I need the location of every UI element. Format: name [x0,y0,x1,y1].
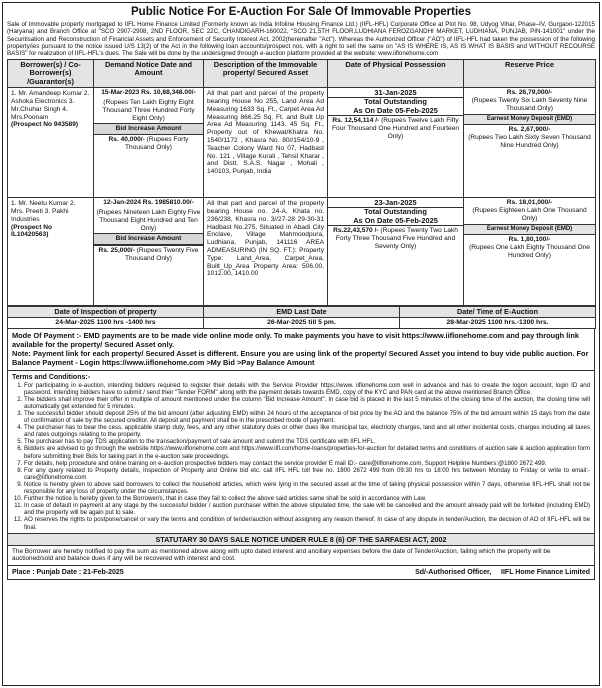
emd-label: Earnest Money Deposit (EMD) [464,225,595,236]
table-row [8,198,596,306]
table-header-row [8,60,596,88]
bid-increase-words: (Rupees Forty Thousand Only) [125,136,189,151]
terms-item: 12. AO reserves the rights to postpone/cancel or vary the terms and condition of tender/auction without assigning any reason thereof. In case of any dispute in tender/Auction, the decision of AO of IIFL-HFL will be final. [24,516,590,530]
total-outstanding-label: Total Outstanding [364,97,427,107]
borrower-names: 1. Mr. Amandeep Kumar 2. Ashoka Electronics 3. Mr.Chuhar Singh 4. Mrs.Poonam [11,90,90,121]
bid-increase-amount: Rs. 25,000/- [98,247,135,255]
statutory-text: The Borrower are hereby notified to pay the sum as mentioned above along with upto dated interest and ancillary expenses before the date of Tender/Auction, failing which the property will be auctioned/sold and balance dues if any will be recovered with interest and cost. [7,546,595,566]
terms-item: 5. The purchaser has to pay TDS application to the transaction/payment of sale amount and submit the TDS certificate with IIFL HFL. [24,438,590,445]
terms-list [12,382,590,531]
demand-notice-cell [94,88,204,198]
reserve-price-words: (Rupees Twenty Six Lakh Seventy Nine Thousand Only) [471,97,588,112]
prospect-number: (Prospect No IL10420563) [11,223,53,239]
possession-date: 31-Jan-2025 [374,88,417,98]
emd-words: (Rupees One Lakh Eighty Thousand One Hundred Only) [469,244,590,259]
terms-item: 9. Notice is hereby given to above said borrowers to collect the household articles, which were lying in the secured asset at the time of taking physical possession within 7 days, otherwise IIFL-HFL shall not be responsible for any loss of property under the circumstances. [24,481,590,495]
reserve-price-cell [464,88,596,198]
notice-intro: Sale of Immovable property mortgaged to IIFL Home Finance Limited (Formerly known as India Infoline Housing Finance Ltd.) (IIFL-HFL) Corporate Office at Plot No. 98, Udyog Vihar, Phase–IV, Gurgaon-122015 (Haryana) and Branch Office at "SCO 2907-2908, 2ND FLOOR, SEC 22C, CHANDIGARH-160022, "SCO 21,5TH FLOOR,LUDHIANA FEROZGANDHI MARKET, LUDHIANA, PUNJAB, PIN-141001" under the Securitisation and Reconstruction of Financial Assets and Enforcement of Security Interest Act, 2002(hereinafter "Act"). Whereas the Authorized Officer ("AO") of IIFL-HFL had taken the possession of the following property/ies pursuant to the notice issued U/S 13(2) of the Act in the following loan accounts/prospect nos. with a right to sell the same on "AS IS WHERE IS, AS IS WHAT IS BASIS and WITHOUT RECOURSE BASIS" for realization of IIFL-HFL's dues. The Sale will be done by the undersigned through e-auction platform provided at the website: www.iiflonehome.com [7,21,595,57]
property-table [7,59,596,306]
outstanding-words: (Rupees Twenty Two Lakh Forty Three Thousand Five Hundred and Seventy Only) [335,227,458,250]
emd-words: (Rupees Two Lakh Sixty Seven Thousand Nine Hundred Only) [468,134,591,149]
demand-date-amount: 12-Jan-2024 Rs. 1985810.00/- [103,199,194,207]
demand-amount-words: (Rupees Ten Lakh Eighty Eight Thousand Three Hundred Forty Eight Only) [94,98,203,124]
header-borrowers: Borrower(s) / Co-Borrower(s) /Guarantor(s) [8,60,94,88]
bid-increase-words: (Rupees Twenty Five Thousand Only) [125,247,199,262]
notice-title: Public Notice For E-Auction For Sale Of Immovable Properties [131,6,471,18]
table-row [8,88,596,198]
statutory-heading: STATUTARY 30 DAYS SALE NOTICE UNDER RULE 8 (6) OF THE SARFAESI ACT, 2002 [7,534,595,546]
terms-item: 11. In case of default in payment at any stage by the successful bidder / auction purchaser within the above stipulated time, the sale will be cancelled and the amount already paid will be forfeited (including EMD) and the property will be again put to sale. [24,502,590,516]
bid-increase-label: Bid Increase Amount [94,124,203,135]
reserve-price: Rs. 18,01,000/- [506,199,553,207]
public-notice [2,2,600,686]
borrowers-cell [8,88,94,198]
property-description: All that part and parcel of the property bearing House no. 24-A, Khata no. 236/238, Khasra no. 3//27-28 29-30-31 Hadbast No.275, Situated in Abadi City Enclave, Village Mahmoodpura, Ludhiana, Punjab, 141116 AREA ADMEASURING (IN SQ. FT.): Property Type: Land_Area, Carpet_Area, Built_Up_Area Property Area: 506.00, 1012.00, 1410.00 [204,198,328,306]
emd-amount: Rs. 1,80,100/- [508,236,551,244]
possession-date: 23-Jan-2025 [374,198,417,208]
auction-time-value: 28-Mar-2025 1100 hrs.-1300 hrs. [400,318,596,329]
terms-item: 6. Bidders are advised to go through the website https://www.iiflonehome.com and https://www.iifl.com/home-loans/properties-for-auction for detailed terms and conditions of auction sale & auction application form before submitting their Bids for taking part in the e-auction sale proceedings. [24,445,590,459]
total-outstanding-date: As On Date 05-Feb-2025 [353,105,438,115]
authorised-officer: Sd/-Authorised Officer, [415,568,492,576]
mode-of-payment-text: Mode Of Payment :- EMD payments are to be made vide online mode only. To make payments you have to visit https://www.iiflonehome.com and pay through link available for the property/ Secured Asset only. [12,330,579,350]
place-date: Place : Punjab Date : 21-Feb-2025 [12,568,124,576]
borrowers-cell [8,198,94,306]
total-outstanding-label: Total Outstanding [364,207,427,217]
emd-label: Earnest Money Deposit (EMD) [464,115,595,126]
payment-note: Note: Payment link for each property/ Secured Asset is different. Ensure you are using link of the property/ Secured Asset you intend to buy vide public auction. For Balance Payment - Login https://www.iiflonehome.com >My Bid >Pay Balance Amount [12,349,589,368]
header-reserve-price: Reserve Price [464,60,596,88]
demand-date-amount: 15-Mar-2023 Rs. 10,88,348.00/- [101,89,196,97]
possession-cell [328,198,464,306]
company-name: IIFL Home Finance Limited [501,568,590,576]
header-description: Description of the Immovable property/ Secured Asset [204,60,328,88]
terms-heading: Terms and Conditions:- [12,373,91,381]
terms-and-conditions [7,371,595,534]
demand-amount-words: (Rupees Nineteen Lakh Eighty Five Thousand Eight Hundred and Ten Only) [96,209,201,232]
terms-item: 8. For any query related to Property details, Inspection of Property and Online bid etc. call IIFL HFL toll free no. 1800 2672 499 from 09:30 hrs to 18:00 hrs between Monday to Friday or write to email:- care@iiflonehome.com [24,467,590,481]
reserve-price: Rs. 26,79,000/- [506,89,553,97]
bid-increase-label: Bid Increase Amount [94,233,203,245]
terms-item: 7. For details, help procedure and online training on e-auction prospective bidders may contact the service provider E mail ID:- care@iiflonehome.com, Support Helpline Numbers:@1800 2672 499. [24,460,590,467]
auction-time-label: Date/ Time of E-Auction [400,307,596,318]
outstanding-words: (Rupees Twelve Lakh Fifty Four Thousand One Hundred and Fourteen Only) [331,117,460,140]
reserve-price-words: (Rupees Eighteen Lakh One Thousand Only) [472,207,587,222]
terms-item: 2. The bidders shall improve their offer in multiple of amount mentioned under the column "Bid Increase Amount". In case bid is placed in the last 5 minutes of the closing time of the auction, the closing time will automatically get extended for 5 minutes. [24,396,590,410]
property-description: All that part and parcel of the property bearing House No 255, Land Area Ad Measuring 1633 Sq. Ft., Carpet Area Ad Measuring 866.25 Sq. Ft. and Built Up Area Ad Measuring 1143. 45 Sq. Ft., Property out of Khewat/Khatra No. 1540/1172 , Khasra No. 80//154/10-9 , Teacher Colony Ward No 07, Hadbast No. 121 , Village Kurali , Tehsil Kharar , and Distt. S.A.S. Nagar , Mohali , 140103, Punjab, India [204,88,328,198]
emd-last-date-label: EMD Last Date [204,307,400,318]
demand-notice-cell [94,198,204,306]
inspection-label: Date of Inspection of property [8,307,204,318]
auction-schedule [7,306,596,329]
terms-item: 10. Further the notice is hereby given to the Borrower/s, that in case they fail to collect the above said articles same shall be sold in accordance with Law. [24,495,590,502]
borrower-names: 1. Mr. Neetu Kumar 2. Mrs. Preeti 3. Pakhi Industries [11,200,76,223]
prospect-number: (Prospect No 943589) [11,121,79,129]
outstanding-amount: Rs.22,43,570 /- [333,227,379,235]
bid-increase-amount: Rs. 40,000/- [108,136,145,144]
mode-of-payment [7,329,595,371]
header-demand-notice: Demand Notice Date and Amount [94,60,204,88]
inspection-value: 24-Mar-2025 1100 hrs -1400 hrs [8,318,204,329]
outstanding-amount: Rs. 12,54,114 /- [332,117,380,125]
notice-footer [7,566,595,580]
emd-last-date-value: 26-Mar-2025 till 5 pm. [204,318,400,329]
header-possession: Date of Physical Possession [328,60,464,88]
possession-cell [328,88,464,198]
reserve-price-cell [464,198,596,306]
total-outstanding-date: As On Date 05-Feb-2025 [353,215,438,225]
terms-item: 4. The purchaser has to bear the cess, applicable stamp duty, fees, and any other statutory dues or other dues like municipal tax, electricity charges, land and all other incidental costs, charges including all taxes and rates outgoings relating to the property. [24,424,590,438]
terms-item: 1. For participating in e-auction, intending bidders required to register their details with the Service Provider https://www. iiflonehome.com well in advance and has to create the logon account, login ID and password. Intending bidders have to submit / send their "Tender FORM" along with the payment details towards EMD, copy of the KYC and PAN card at the above mentioned Branch Office. [24,382,590,396]
emd-amount: Rs. 2,67,900/- [508,126,551,134]
terms-item: 3. The successful bidder should deposit 25% of the bid amount (after adjusting EMD) within 24 hours of the acceptance of bid price by the AO and the balance 75% of the bid amount within 15 days from the date of confirmation of sale by the secured creditor. All deposit and payment shall be in the prescribed mode of payment. [24,410,590,424]
